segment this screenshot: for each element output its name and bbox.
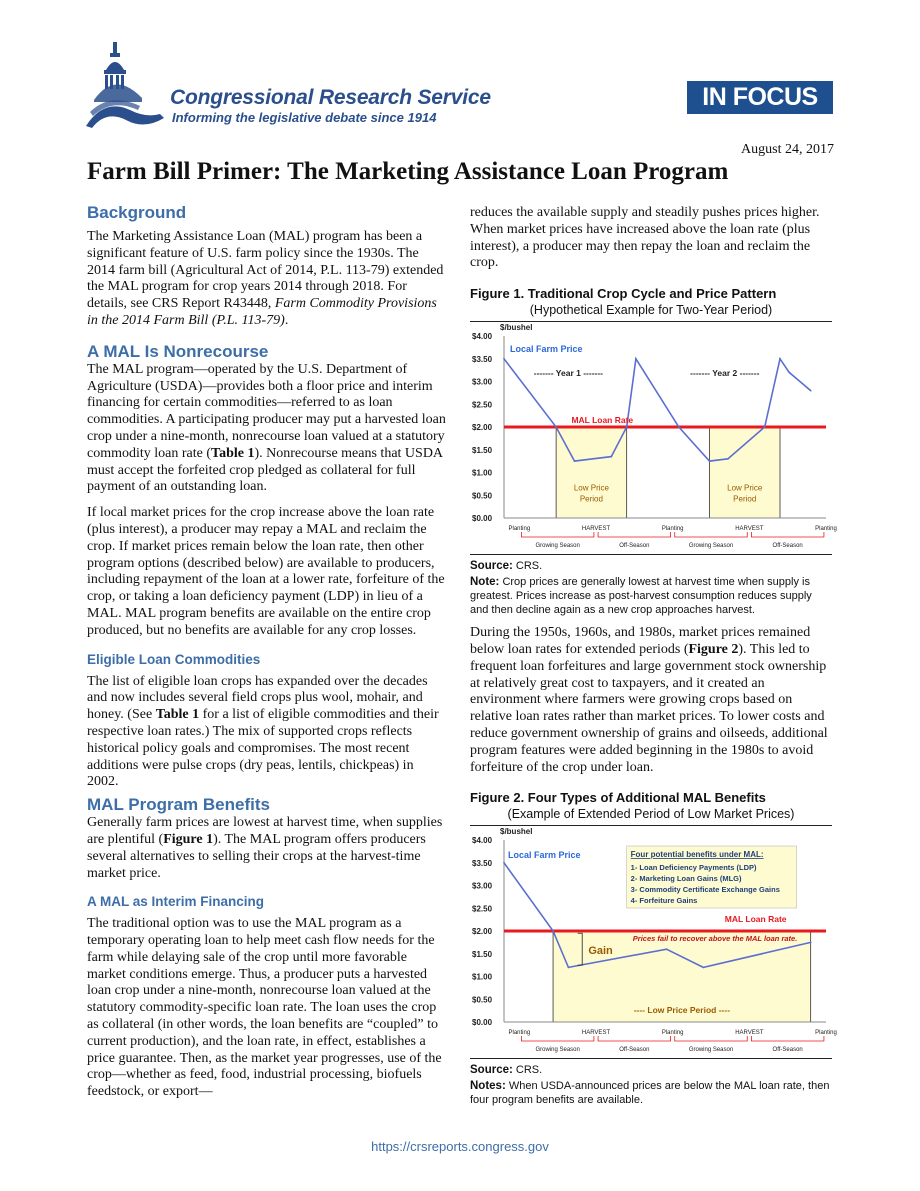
y-tick-label: $3.50 — [472, 354, 493, 364]
low-period-label: Low Price — [573, 483, 609, 493]
benefits-heading: MAL Program Benefits — [87, 795, 270, 815]
y-tick-label: $1.00 — [472, 468, 493, 478]
benefit-item: 3- Commodity Certificate Exchange Gains — [630, 885, 780, 895]
series-label: Local Farm Price — [508, 850, 581, 861]
price-point — [626, 426, 628, 428]
low-price-period-1 — [709, 427, 780, 518]
x-tick-label: HARVEST — [735, 526, 764, 533]
figure1-source: Source: CRS. — [470, 560, 543, 573]
nonrecourse-heading: A MAL Is Nonrecourse — [87, 341, 269, 361]
x-tick-label: Planting — [661, 526, 684, 533]
phase-label: Off-Season — [772, 543, 803, 550]
interim-heading: A MAL as Interim Financing — [87, 894, 265, 910]
price-point — [678, 426, 680, 428]
price-point — [702, 967, 704, 969]
price-point — [635, 358, 637, 360]
phase-label: Off-Season — [619, 543, 650, 550]
y-tick-label: $2.00 — [472, 423, 493, 433]
phase-label: Off-Season — [619, 1047, 650, 1054]
y-tick-label: $1.50 — [472, 445, 493, 455]
figure2-title: Figure 2. Four Types of Additional MAL Benefits — [470, 790, 766, 806]
y-tick-label: $1.50 — [472, 950, 493, 960]
figure1-chart — [470, 322, 837, 554]
history-paragraph: During the 1950s, 1960s, and 1980s, market prices remained below loan rates for extended periods (Figure 2). This led to frequent loan forfeitures and large government stock ownership at relatively great cost to taxpayers, and it created an environment where farmers were growing crops based on relative loan rates rather than market prices. To lower costs and reduce government ownership of grains and oilseeds, additional program features were added beginning in the 1980s to avoid forfeiture of the crop under loan. — [470, 625, 828, 775]
price-point — [788, 372, 790, 374]
figure2-source: Source: CRS. — [470, 1064, 543, 1077]
benefits-heading: Four potential benefits under MAL: — [630, 850, 764, 860]
low-price-period-0 — [556, 427, 627, 518]
price-point — [568, 967, 570, 969]
nonrecourse-paragraph-2: If local market prices for the crop increase above the loan rate (plus interest), a producer may repay a MAL and reclaim the crop. If market prices remain below the loan rate, then other program options (described below) are available to producers, including repayment of the loan at a lower rate, forfeiture of the crop, or taking a loan deficiency payment (LDP) in lieu of a MAL. MAL program benefits are available on the entire crop produced, but no benefits are available for any crop losses. — [87, 505, 445, 638]
price-point — [666, 949, 668, 951]
loan-rate-label: MAL Loan Rate — [724, 914, 787, 925]
interim-paragraph: The traditional option was to use the MAL program as a temporary operating loan to help meet cash flow needs for the farm while delaying sale of the crop until more favorable market conditions emerge. Thus, a producer puts a harvested loan crop under a nine-month, nonrecourse loan valued at the statutory commodity-specific loan rate. The loan uses the crop as collateral (in other words, the loan benefits are “coupled” to current production), and the loan rate, in effect, establishes a price guarantee. Then, as the market year progresses, use of the crop—whether as feed, food, industrial processing, biofuels feedstock, or export— — [87, 916, 442, 1100]
benefit-item: 2- Marketing Loan Gains (MLG) — [630, 874, 742, 884]
low-period-label: ---- Low Price Period ---- — [633, 1005, 731, 1016]
year1-label: ------- Year 1 ------- — [533, 368, 604, 379]
year2-label: ------- Year 2 ------- — [690, 368, 760, 379]
y-tick-label: $3.50 — [472, 859, 493, 869]
x-tick-label: HARVEST — [581, 526, 611, 533]
y-tick-label: $2.50 — [472, 904, 493, 914]
figure2-note: Notes: When USDA-announced prices are below the MAL loan rate, then four program benefits are available. — [470, 1080, 830, 1107]
footer-url-link[interactable]: https://crsreports.congress.gov — [371, 1139, 549, 1154]
benefits-paragraph: Generally farm prices are lowest at harvest time, when supplies are plentiful (Figure 1). The MAL program offers producers several alternatives to selling their crops at the harvest-time market price. — [87, 815, 443, 881]
figure1-note: Note: Crop prices are generally lowest at harvest time when supply is greatest. Prices increase as post-harvest consumption reduces supply and then decline again as a new crop approaches harvest. — [470, 576, 812, 617]
price-point — [555, 426, 557, 428]
series-label: Local Farm Price — [510, 344, 583, 355]
prices-fail-label: Prices fail to recover above the MAL loan rate. — [632, 934, 798, 944]
y-tick-label: $2.50 — [472, 400, 493, 410]
y-tick-label: $3.00 — [472, 377, 493, 387]
phase-label: Off-Season — [772, 1047, 803, 1054]
left-column — [87, 203, 447, 1101]
benefit-item: 4- Forfeiture Gains — [630, 896, 698, 906]
x-tick-label: Planting — [508, 1030, 531, 1037]
benefit-item: 1- Loan Deficiency Payments (LDP) — [630, 863, 757, 873]
phase-bracket — [598, 532, 671, 537]
x-tick-label: Planting — [661, 1030, 684, 1037]
publication-date: August 24, 2017 — [741, 142, 834, 157]
figure1-title: Figure 1. Traditional Crop Cycle and Price Pattern — [470, 286, 777, 302]
price-point — [503, 358, 505, 360]
price-point — [552, 930, 554, 932]
eligible-heading: Eligible Loan Commodities — [87, 651, 261, 667]
y-tick-label: $4.00 — [472, 836, 493, 846]
nonrecourse-paragraph-1: The MAL program—operated by the U.S. Department of Agriculture (USDA)—provides both a floor price and interim financing for certain commodities—referred to as loan commodities. A participating producer may put a harvested loan crop under a nine-month, nonrecourse loan valued at a statutory commodity loan rate (Table 1). Nonrecourse means that USDA must accept the forfeited crop pledged as collateral for full payment of an outstanding loan. — [87, 361, 446, 495]
price-point — [610, 456, 612, 458]
org-tagline: Informing the legislative debate since 1914 — [172, 110, 437, 125]
low-period-label: Period — [733, 494, 757, 504]
org-name: Congressional Research Service — [170, 86, 491, 109]
y-tick-label: $2.00 — [472, 927, 493, 937]
phase-bracket — [598, 1036, 671, 1041]
page-title: Farm Bill Primer: The Marketing Assistance Loan Program — [87, 158, 729, 185]
loan-rate-label: MAL Loan Rate — [571, 415, 634, 426]
y-axis-label: $/bushel — [500, 827, 533, 837]
x-tick-label: HARVEST — [581, 1030, 611, 1037]
right-column — [470, 205, 837, 1107]
y-tick-label: $0.00 — [472, 1018, 493, 1028]
phase-bracket — [521, 1036, 594, 1041]
figure1-frame — [470, 321, 837, 555]
phase-bracket — [751, 1036, 824, 1041]
y-tick-label: $0.50 — [472, 491, 493, 501]
background-paragraph: The Marketing Assistance Loan (MAL) program has been a significant feature of U.S. farm policy since the 1930s. The 2014 farm bill (Agricultural Act of 2014, P.L. 113-79) extended the MAL program for crop years 2014 through 2018. For details, see CRS Report R43448, Farm Commodity Provisions in the 2014 Farm Bill (P.L. 113-79). — [87, 229, 444, 328]
price-point — [779, 358, 781, 360]
phase-label: Growing Season — [688, 543, 734, 550]
price-point — [574, 460, 576, 462]
phase-bracket — [675, 1036, 748, 1041]
figure2-subtitle: (Example of Extended Period of Low Market Prices) — [507, 807, 795, 822]
interim-paragraph-continued: reduces the available supply and steadily pushes prices higher. When market prices have increased above the loan rate (plus interest), a producer may then repay the loan and reclaim the crop. — [470, 205, 820, 271]
y-tick-label: $0.00 — [472, 514, 493, 524]
y-axis-label: $/bushel — [500, 323, 533, 333]
phase-label: Growing Season — [535, 543, 580, 550]
price-point — [727, 458, 729, 460]
gain-label: Gain — [588, 945, 613, 958]
phase-label: Growing Season — [688, 1047, 734, 1054]
y-tick-label: $1.00 — [472, 972, 493, 982]
figure2-chart — [470, 826, 837, 1058]
y-tick-label: $0.50 — [472, 995, 493, 1005]
x-tick-label: Planting — [815, 526, 837, 533]
price-point — [810, 942, 812, 944]
y-tick-label: $3.00 — [472, 881, 493, 891]
phase-bracket — [751, 532, 824, 537]
capitol-dome-logo — [84, 40, 168, 128]
low-period-label: Low Price — [727, 483, 763, 493]
x-tick-label: HARVEST — [735, 1030, 764, 1037]
price-point — [709, 460, 711, 462]
y-tick-label: $4.00 — [472, 332, 493, 342]
phase-bracket — [675, 532, 748, 537]
in-focus-badge: IN FOCUS — [687, 81, 833, 114]
price-point — [503, 862, 505, 864]
x-tick-label: Planting — [815, 1030, 837, 1037]
background-heading: Background — [87, 203, 187, 222]
figure2-frame — [470, 825, 837, 1059]
figure1-subtitle: (Hypothetical Example for Two-Year Period) — [529, 303, 773, 318]
low-period-label: Period — [579, 494, 603, 504]
price-point — [810, 390, 812, 392]
phase-bracket — [521, 532, 594, 537]
x-tick-label: Planting — [508, 526, 531, 533]
price-point — [764, 426, 766, 428]
eligible-paragraph: The list of eligible loan crops has expanded over the decades and now includes several field crops plus wool, mohair, and honey. (See Table 1 for a list of eligible commodities and their respective loan rates.) The mix of supported crops reflects historical policy goals and compromises. The most recent additions were pulse crops (dry peas, lentils, chickpeas) in 2002. — [87, 673, 439, 790]
phase-label: Growing Season — [535, 1047, 580, 1054]
